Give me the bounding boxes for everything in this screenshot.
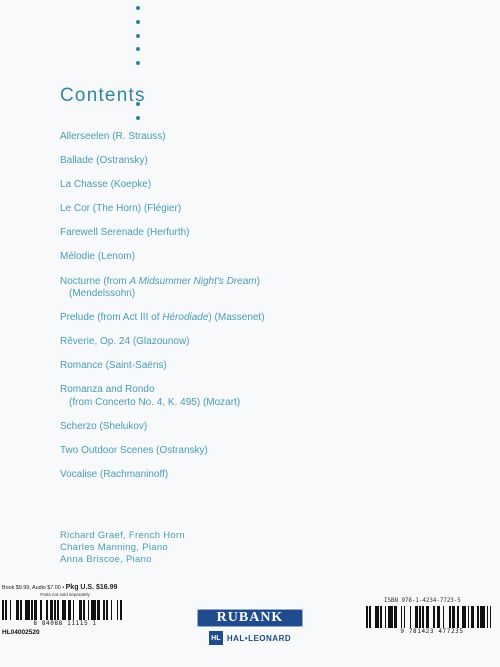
toc-entry-text: Le Cor (The Horn) (Flégier): [60, 203, 182, 215]
price-barcode-block: [2, 584, 128, 636]
credit-line: Anna Briscoe, Piano: [60, 554, 152, 565]
toc-entry-text: La Chasse (Koepke): [60, 179, 152, 191]
toc-entry: [60, 227, 460, 240]
toc-entry-italic: Hérodiade: [162, 312, 209, 324]
upc-barcode: [2, 600, 128, 620]
dot: [136, 34, 140, 38]
barcode-bar: [120, 600, 122, 620]
catalog-number: HL04002520: [2, 629, 40, 636]
toc-entry-text: Prelude (from Act III of: [60, 312, 163, 324]
dot: [136, 116, 140, 120]
credit-line: Charles Manning, Piano: [60, 542, 168, 553]
toc-entry: [60, 421, 460, 434]
toc-entry-text: ): [256, 275, 260, 287]
toc-entry-text: Two Outdoor Scenes (Ostransky): [60, 445, 208, 457]
hal-leonard-badge-icon: HL: [209, 631, 223, 645]
ean-number: 9 781423 477235: [400, 628, 464, 635]
toc-entry-text: Rêverie, Op. 24 (Glazounow): [60, 336, 190, 348]
barcode-bar: [490, 606, 492, 628]
toc-entry-text: Nocturne (from: [60, 275, 130, 287]
rubank-logo: [196, 608, 304, 628]
toc-entry: [60, 276, 460, 301]
upc-number: 8 84088 11115 1: [33, 620, 97, 627]
toc-entry: [60, 445, 460, 458]
isbn-text: ISBN 978-1-4234-7723-5: [384, 598, 461, 604]
publisher-logos: [196, 608, 304, 645]
hal-leonard-logo: [196, 631, 304, 645]
toc-entry: [60, 251, 460, 264]
toc-entry: [60, 360, 460, 373]
dot: [136, 61, 140, 65]
toc-entry: [60, 312, 460, 325]
performer-credits: [60, 530, 185, 566]
credit-line: Richard Graef, French Horn: [60, 530, 186, 541]
toc-entry: [60, 179, 460, 192]
page-title: Contents: [60, 84, 146, 106]
toc-entry: [60, 203, 460, 216]
price-components: Book $9.99, Audio $7.00 •: [2, 585, 65, 591]
dot: [136, 47, 140, 51]
price-line: [2, 584, 128, 591]
toc-entry: [60, 336, 460, 349]
table-of-contents: [60, 131, 460, 493]
toc-entry: [60, 469, 460, 482]
toc-entry-continuation: (from Concerto No. 4, K. 495) (Mozart): [69, 396, 241, 408]
rubank-logo-text: RUBANK: [216, 610, 284, 625]
dot: [136, 20, 140, 24]
toc-entry-continuation: (Mendelssohn): [69, 288, 136, 300]
toc-entry-italic: A Midsummer Night's Dream: [129, 275, 257, 287]
toc-entry-text: Allerseelen (R. Strauss): [60, 131, 166, 142]
parts-note: Parts not sold separately: [40, 592, 90, 597]
toc-entry-text: Farewell Serenade (Herfurth): [60, 227, 190, 239]
toc-entry-text: Romanza and Rondo: [60, 384, 155, 396]
toc-entry-text: Scherzo (Shelukov): [60, 421, 148, 433]
toc-entry-text: Vocalise (Rachmaninoff): [60, 469, 169, 481]
dot: [136, 6, 140, 10]
toc-entry: [60, 384, 460, 409]
toc-entry-text: Ballade (Ostransky): [60, 155, 148, 167]
hal-leonard-wordmark: HAL•LEONARD: [226, 633, 292, 643]
toc-entry-text: Mélodie (Lenom): [60, 251, 136, 263]
package-price: Pkg U.S. $16.99: [65, 584, 118, 591]
toc-entry: [60, 131, 460, 144]
toc-entry: [60, 155, 460, 168]
ean-barcode: [366, 606, 498, 628]
toc-entry-text: Romance (Saint-Saëns): [60, 360, 167, 372]
isbn-barcode-block: [366, 598, 498, 635]
toc-entry-text: ) (Massenet): [208, 312, 265, 324]
